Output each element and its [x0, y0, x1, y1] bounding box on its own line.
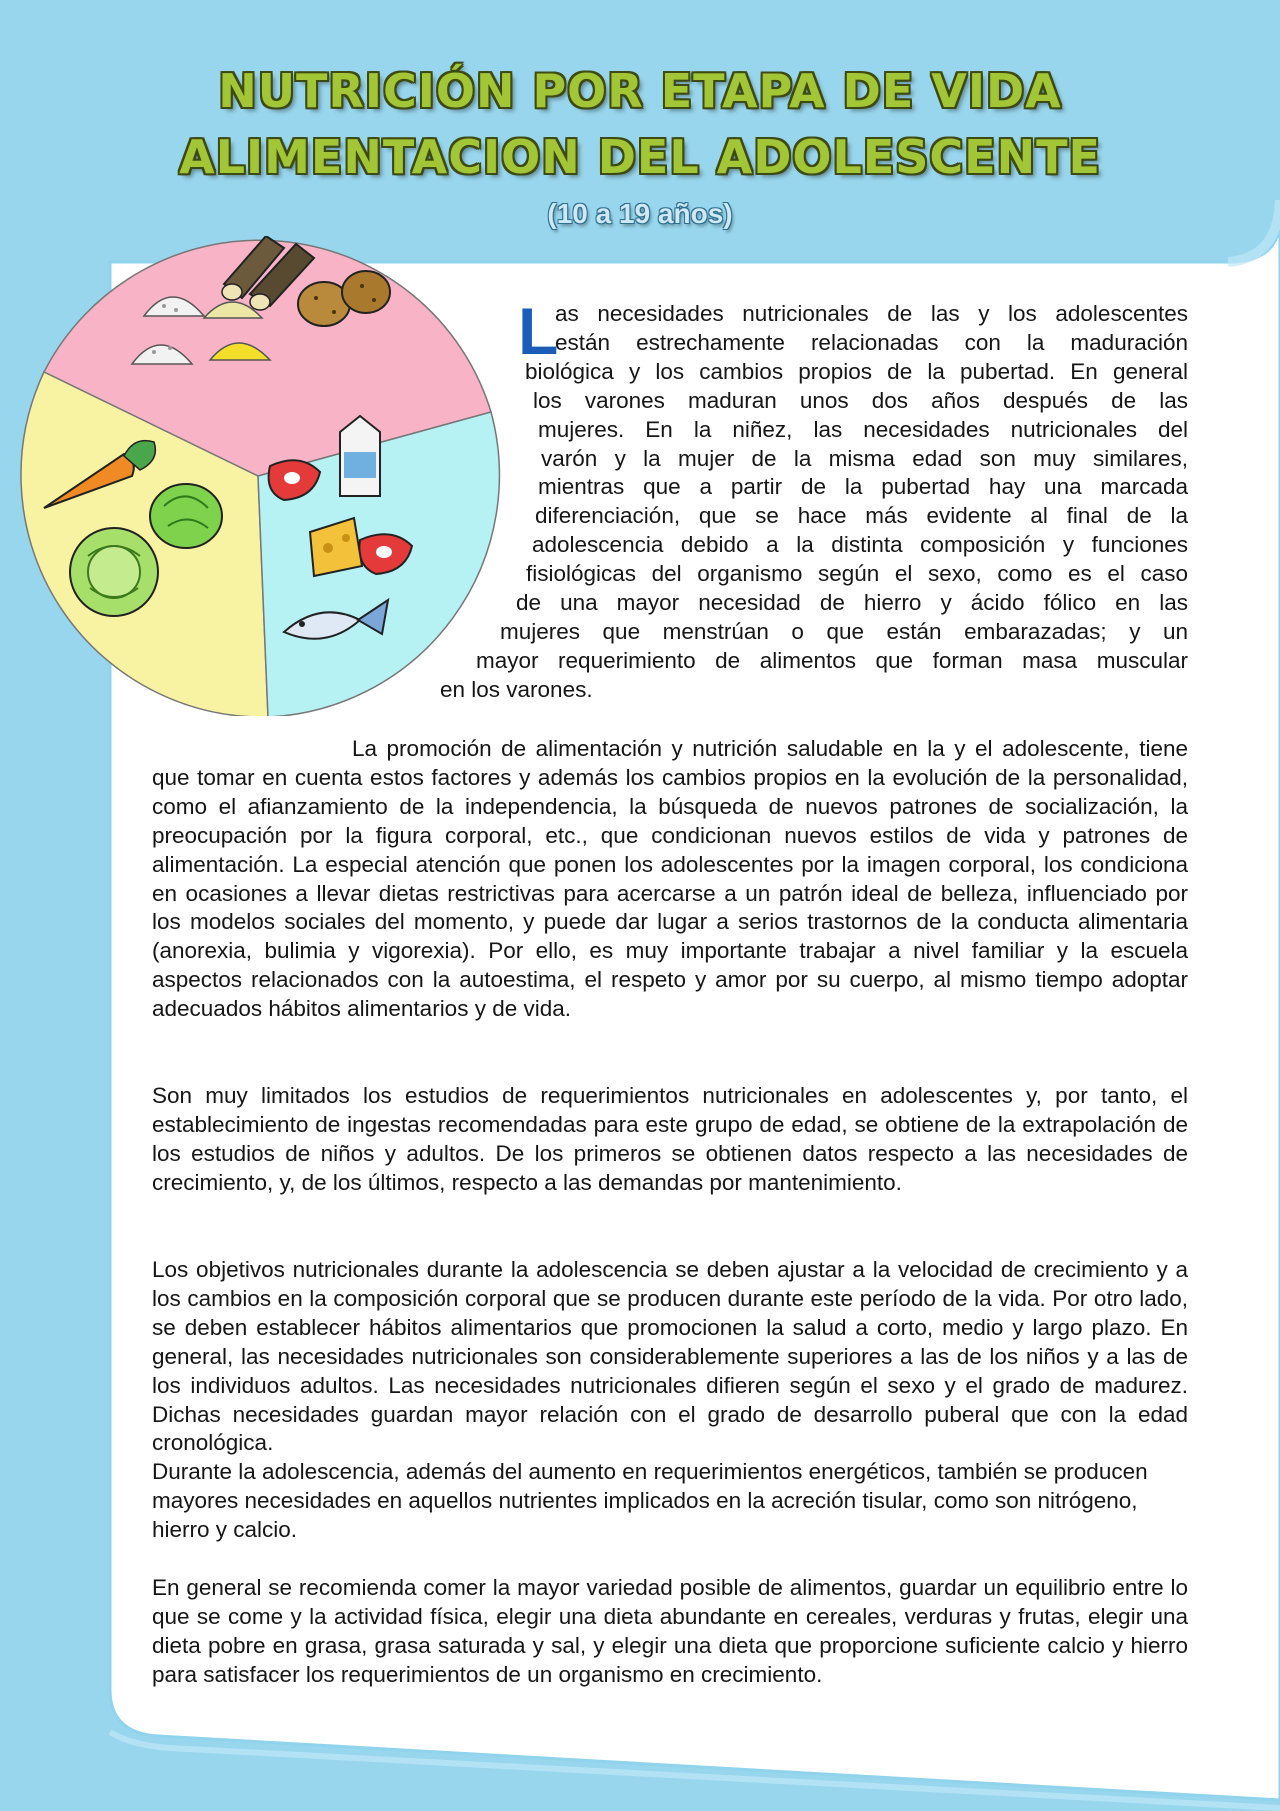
intro-line: fisiológicas del organismo según el sexo, como es el caso [526, 561, 1188, 587]
intro-line: mientras que a partir de la pubertad hay una marcada [538, 474, 1188, 500]
lettuce-icon [150, 484, 222, 548]
subtitle-age-range: (10 a 19 años) [547, 198, 733, 229]
intro-line: mujeres. En la niñez, las necesidades nutricionales del [538, 416, 1188, 442]
paragraph-objetivos-part-2: Durante la adolescencia, además del aumento en requerimientos energéticos, también se producen mayores necesidades en aquellos nutrientes implicados en la acreción tisular, como son nitrógeno, hierro y calcio. [152, 1459, 1148, 1543]
intro-line: adolescencia debido a la distinta composición y funciones [532, 532, 1188, 558]
milk-carton-icon [340, 416, 380, 496]
drop-cap-letter: L [518, 294, 559, 368]
paragraph-objetivos-part-1: Los objetivos nutricionales durante la adolescencia se deben ajustar a la velocidad de crecimiento y a los cambios en la composición corporal que se producen durante este período de la vida. Por otro lado, se deben establecer hábitos alimentarios que promocionen la salud a corto, medio y largo plazo. En general, las necesidades nutricionales son considerablemente superiores a las de los niños y a las de los individuos adultos. Las necesidades nutricionales difieren según el sexo y el grado de madurez. Dichas necesidades guardan mayor relación con el grado de desarrollo puberal que con la edad cronológica. [152, 1257, 1188, 1456]
intro-line: as necesidades nutricionales de las y los adolescentes [555, 301, 1188, 326]
title-line-2: ALIMENTACION DEL ADOLESCENTE [179, 130, 1101, 184]
intro-line: varón y la mujer de la misma edad son muy similares, [541, 445, 1188, 471]
paragraph-estudios: Son muy limitados los estudios de requerimientos nutricionales en adolescentes y, por tanto, el establecimiento de ingestas recomendadas para este grupo de edad, se obtiene de la extrapolación de los estudios de niños y adultos. De los primeros se obtienen datos respecto a las necesidades de crecimiento, y, de los últimos, respecto a las demandas por mantenimiento. [152, 1083, 1188, 1195]
intro-line: de una mayor necesidad de hierro y ácido fólico en las [516, 590, 1188, 615]
intro-line: están estrechamente relacionadas con la maduración [555, 329, 1188, 355]
paragraph-recomendaciones: En general se recomienda comer la mayor variedad posible de alimentos, guardar un equilibrio entre lo que se come y la actividad física, elegir una dieta abundante en cereales, verduras y frutas, elegir una dieta pobre en grasa, grasa saturada y sal, y elegir una dieta que proporcione suficiente calcio y hierro para satisfacer los requerimientos de un organismo en crecimiento. [152, 1575, 1188, 1687]
title-line-1: NUTRICIÓN POR ETAPA DE VIDA [218, 64, 1062, 118]
paragraph-objetivos [152, 1256, 1188, 1545]
intro-line: biológica y los cambios propios de la pubertad. En general [525, 358, 1188, 384]
intro-line: mayor requerimiento de alimentos que forman masa muscular [476, 647, 1188, 673]
food-plate-illustration [4, 236, 506, 716]
intro-line: los varones maduran unos dos años después de las [533, 387, 1188, 413]
cabbage-icon [70, 528, 158, 616]
intro-line: mujeres que menstrúan o que están embarazadas; y un [500, 618, 1188, 644]
intro-line: en los varones. [440, 676, 593, 702]
paragraph-promocion: La promoción de alimentación y nutrición saludable en la y el adolescente, tiene que tomar en cuenta estos factores y además los cambios propios en la evolución de la personalidad, como el afianzamiento de la independencia, la búsqueda de nuevos patrones de socialización, la preocupación por la figura corporal, etc., que condicionan nuevos estilos de vida y patrones de alimentación. La especial atención que ponen los adolescentes por la imagen corporal, los condiciona en ocasiones a llevar dietas restrictivas para acercarse a un patrón ideal de belleza, influenciado por los modelos sociales del momento, y puede dar lugar a serios trastornos de la conducta alimentaria (anorexia, bulimia y vigorexia). Por ello, es muy importante trabajar a nivel familiar y la escuela aspectos relacionados con la autoestima, el respeto y amor por su cuerpo, al mismo tiempo adoptar adecuados hábitos alimentarios y de vida. [152, 736, 1188, 1022]
intro-line: diferenciación, que se hace más evidente al final de la [535, 503, 1188, 529]
